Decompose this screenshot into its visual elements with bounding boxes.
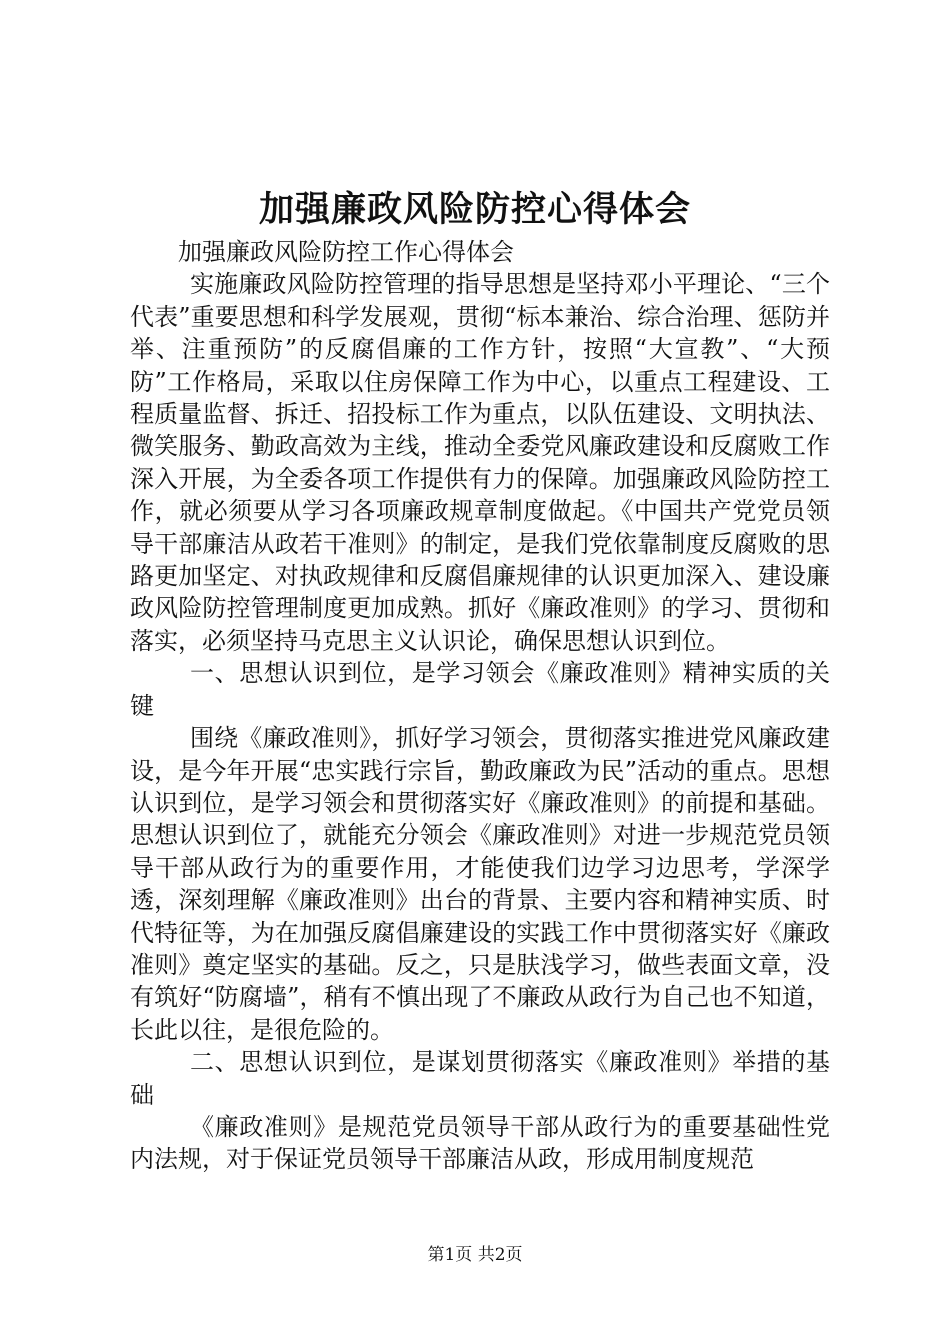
section-heading-1: 一、思想认识到位，是学习领会《廉政准则》精神实质的关键 [130,659,830,720]
section-heading-2: 二、思想认识到位，是谋划贯彻落实《廉政准则》举措的基础 [130,1048,830,1109]
paragraph-section-2: 《廉政准则》是规范党员领导干部从政行为的重要基础性党内法规，对于保证党员领导干部廉洁从政，形成用制度规范 [130,1112,830,1174]
document-subtitle: 加强廉政风险防控工作心得体会 [178,238,514,266]
document-body [130,236,830,1176]
document-title: 加强廉政风险防控心得体会 [258,189,691,230]
paragraph-section-1: 围绕《廉政准则》，抓好学习领会，贯彻落实推进党风廉政建设，是今年开展“忠实践行宗旨，勤政廉政为民”活动的重点。思想认识到位，是学习领会和贯彻落实好《廉政准则》的前提和基础。思想认识到位了，就能充分领会《廉政准则》对进一步规范党员领导干部从政行为的重要作用，才能使我们边学习边思考，学深学透，深刻理解《廉政准则》出台的背景、主要内容和精神实质、时代特征等，为在加强反腐倡廉建设的实践工作中贯彻落实好《廉政准则》奠定坚实的基础。反之，只是肤浅学习，做些表面文章，没有筑好“防腐墙”，稍有不慎出现了不廉政从政行为自己也不知道，长此以往，是很危险的。 [130,724,830,1044]
page-number-footer: 第1页 共2页 [427,1245,523,1265]
paragraph-intro: 实施廉政风险防控管理的指导思想是坚持邓小平理论、“三个代表”重要思想和科学发展观，贯彻“标本兼治、综合治理、惩防并举、注重预防”的反腐倡廉的工作方针，按照“大宣教”、“大预防”工作格局，采取以住房保障工作为中心，以重点工程建设、工程质量监督、拆迁、招投标工作为重点，以队伍建设、文明执法、微笑服务、勤政高效为主线，推动全委党风廉政建设和反腐败工作深入开展，为全委各项工作提供有力的保障。加强廉政风险防控工作，就必须要从学习各项廉政规章制度做起。《中国共产党党员领导干部廉洁从政若干准则》的制定，是我们党依靠制度反腐败的思路更加坚定、对执政规律和反腐倡廉规律的认识更加深入、建设廉政风险防控管理制度更加成熟。抓好《廉政准则》的学习、贯彻和落实，必须坚持马克思主义认识论，确保思想认识到位。 [130,270,830,655]
